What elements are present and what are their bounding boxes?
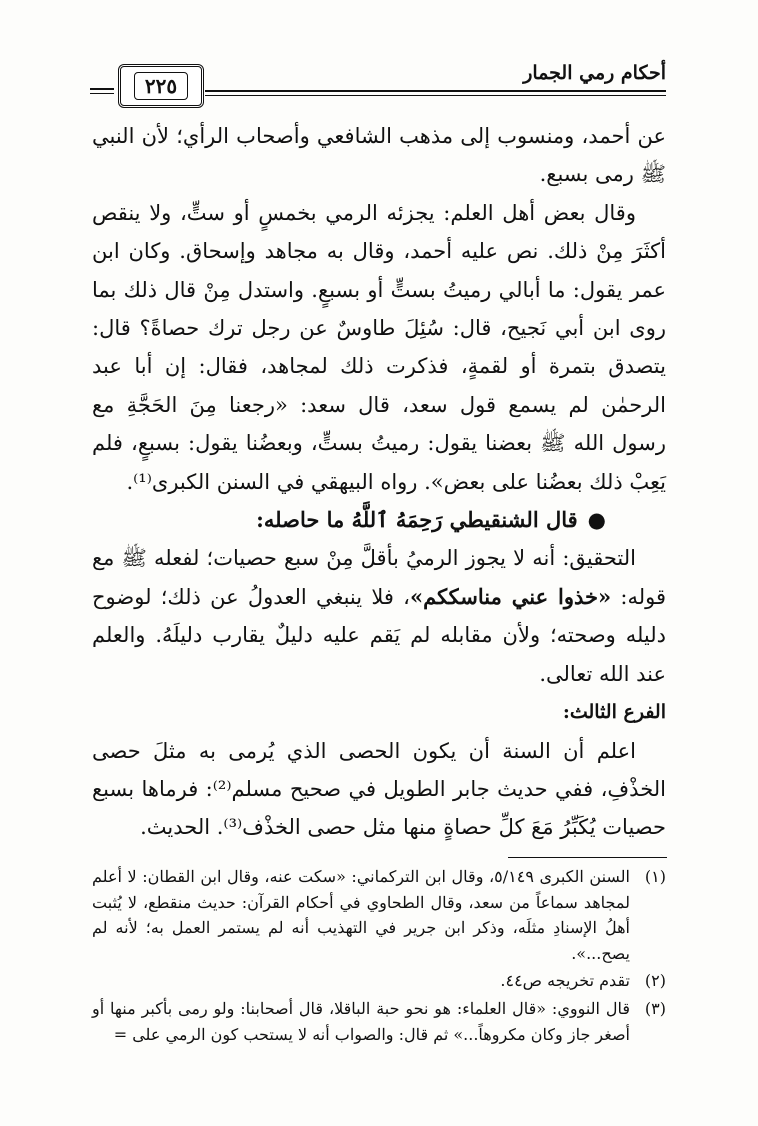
footnote-number: (١) bbox=[644, 867, 666, 886]
page-number: ٢٢٥ bbox=[134, 72, 188, 100]
hadith-quote: «خذوا عني مناسككم» bbox=[409, 583, 612, 609]
footnote-divider bbox=[508, 857, 667, 858]
tahqiq-text-start: التحقيق: أنه لا يجوز الرميُ بأقلَّ مِنْ سبع حصيات؛ لفعله ﷺ مع قوله: bbox=[92, 546, 666, 609]
section-title: الفرع الثالث: bbox=[562, 701, 666, 724]
paragraph-pebble-size: اعلم أن السنة أن يكون الحصى الذي يُرمى به مثلَ حصى الخذْفِ، ففي حديث جابر الطويل في صحيح مسلم⁽²⁾: فرماها بسبع حصيات يُكَبِّرُ مَعَ كلِّ حصاةٍ منها مثل حصى الخذْف⁽³⁾. الحديث. bbox=[92, 738, 666, 840]
footnote-number: (٢) bbox=[644, 971, 666, 991]
paragraph-tahqiq bbox=[92, 539, 666, 693]
main-text bbox=[92, 117, 666, 847]
footnote-text: تقدم تخريجه ص٤٤. bbox=[500, 971, 630, 991]
footnote-text: قال النووي: «قال العلماء: هو نحو حبة الباقلا، قال أصحابنا: ولو رمى بأكبر منها أو أصغر جاز وكان مكروهاً...» ثم قال: والصواب أنه لا يستحب كون الرمي على = bbox=[92, 998, 630, 1044]
header-rule-short bbox=[90, 88, 114, 94]
header-rule bbox=[205, 90, 666, 96]
page-header bbox=[90, 60, 666, 106]
footnote bbox=[92, 996, 666, 1047]
footnote-text: السنن الكبرى ٥/١٤٩، وقال ابن التركماني: «سكت عنه، وقال ابن القطان: لا أعلم لمجاهد سماعاً من سعد، وقال الطحاوي في أحكام القرآن: حديث منقطع، لا يُثبت أهلُ الإسنادِ مثلَه، وذكر ابن جرير في التهذيب أنه لم يستمر العمل به؛ لأنه لم يصح...». bbox=[92, 867, 630, 963]
bullet-icon: ● bbox=[587, 507, 606, 533]
footnote-number: (٣) bbox=[644, 998, 666, 1018]
paragraph-opinions: وقال بعض أهل العلم: يجزئه الرمي بخمسٍ أو ستٍّ، ولا ينقص أكثَرَ مِنْ ذلك. نص عليه أحمد، وقال به مجاهد وإسحاق. وكان ابن عمر يقول: ما أبالي رميتُ بستٍّ أو بسبعٍ. واستدل مِنْ قال ذلك بما روى ابن أبي نَجيح، قال: سُئِلَ طاوسٌ عن رجل ترك حصاةً؟ قال: يتصدق بتمرة أو لقمةٍ، فذكرت ذلك لمجاهد، فقال: إن أبا عبد الرحمٰن لم يسمع قول سعد، قال سعد: «رجعنا مِنَ الحَجَّةِ مع رسول الله ﷺ بعضنا يقول: رميتُ بستٍّ، وبعضُنا يقول: بسبعٍ، فلم يَعِبْ ذلك بعضُنا على بعض». رواه البيهقي في السنن الكبرى⁽¹⁾. bbox=[92, 200, 666, 494]
tahqiq-text-end: ، فلا ينبغي العدولُ عن ذلك؛ لوضوح دليله وصحته؛ ولأن مقابله لم يَقم عليه دليلٌ يقارب دليلَهُ. والعلم عند الله تعالى. bbox=[92, 584, 666, 686]
footnote bbox=[92, 864, 666, 966]
page-number-frame bbox=[118, 64, 204, 108]
bullet-heading bbox=[92, 501, 666, 539]
footnotes bbox=[92, 864, 666, 1049]
footnote bbox=[92, 968, 666, 994]
paragraph-continued: عن أحمد، ومنسوب إلى مذهب الشافعي وأصحاب الرأي؛ لأن النبي ﷺ رمى بسبع. bbox=[92, 124, 666, 187]
running-title: أحكام رمي الجمار bbox=[523, 62, 666, 84]
bullet-heading-text: قال الشنقيطي رَحِمَهُ ٱللَّهُ ما حاصله: bbox=[256, 507, 578, 533]
